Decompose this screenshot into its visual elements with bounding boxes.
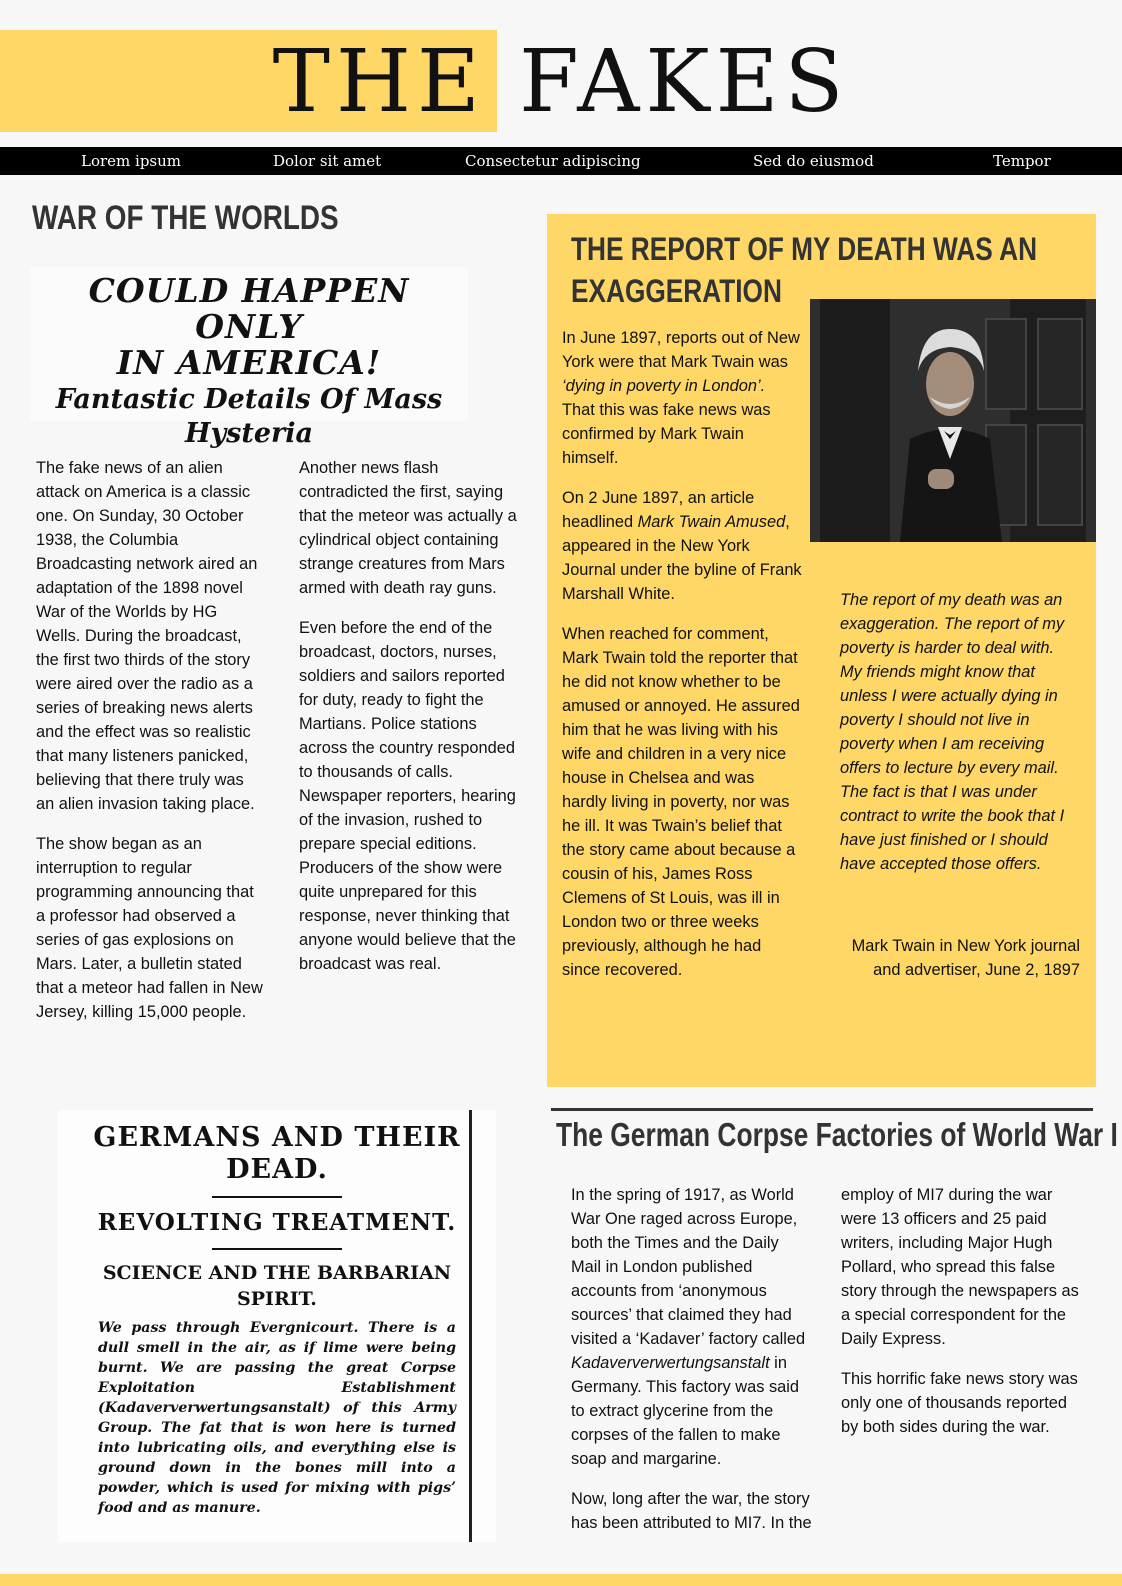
twain-p2-text-b: , appeared in the New York Journal under the byline of Frank Marshall White. <box>562 513 802 603</box>
nav-item-sed-do-eiusmod[interactable]: Sed do eiusmod <box>753 152 874 170</box>
german-clip-heading-1: GERMANS AND THEIR <box>93 1122 461 1153</box>
german-p1-text-a: In the spring of 1917, as World War One raged across Europe, both the Times and the Daily Mail in London published accounts from ‘anonymous sources’ that claimed they had visited a ‘Kadaver’ factory called <box>571 1186 806 1348</box>
twain-paragraph-3: When reached for comment, Mark Twain told the reporter that he did not know whether to be amused or annoyed. He assured him that he was living with his wife and children in a very nice house in Chelsea and was hardly living in poverty, nor was he ill. It was Twain’s belief that the story came about because a cousin of his, James Ross Clemens of St Louis, was ill in London two or three weeks previously, although he had since recovered. <box>562 625 800 979</box>
german-newspaper-clipping <box>58 1110 496 1542</box>
nav-item-dolor-sit-amet[interactable]: Dolor sit amet <box>273 152 382 170</box>
clip-divider <box>212 1196 342 1198</box>
clipping-line-4: Hysteria <box>184 418 314 449</box>
twain-portrait-image <box>810 299 1096 542</box>
german-paragraph-1 <box>571 1183 813 1471</box>
war-article-body <box>36 456 526 1046</box>
german-clip-heading-3: REVOLTING TREATMENT. <box>97 1209 457 1236</box>
german-clip-heading-5: SPIRIT. <box>237 1288 317 1310</box>
war-paragraph: Even before the end of the broadcast, doctors, nurses, soldiers and sailors reported for duty, ready to fight the Martians. Police stations across the country responded to thousands of calls. Newspaper reporters, hearing of the invasion, rushed to prepare special editions. Producers of the show were quite unprepared for this response, never thinking that anyone would believe that the broadcast was real. <box>299 619 516 973</box>
twain-p1-text-a: In June 1897, reports out of New York were that Mark Twain was <box>562 329 800 371</box>
german-paragraph-3: This horrific fake news story was only one of thousands reported by both sides during the war. <box>841 1370 1078 1436</box>
nav-item-consectetur-adipiscing[interactable]: Consectetur adipiscing <box>465 152 641 170</box>
twain-pull-quote: The report of my death was an exaggeration. The report of my poverty is harder to deal with. My friends might know that unless I were actually dying in poverty I should not live in poverty when I am receiving offers to lecture by every mail. The fact is that I was under contract to write the book that I have just finished or I should have accepted those offers. <box>840 591 1065 873</box>
german-clip-heading-4: SCIENCE AND THE BARBARIAN <box>102 1262 452 1284</box>
twain-headline-line-2: EXAGGERATION <box>571 273 782 309</box>
german-p1-text-b: in Germany. This factory was said to extract glycerine from the corpses of the fallen to make soap and margarine. <box>571 1354 800 1468</box>
nav-item-tempor[interactable]: Tempor <box>993 152 1051 170</box>
section-rule <box>551 1108 1093 1111</box>
twain-p2-emphasis: Mark Twain Amused <box>637 513 786 531</box>
clip-edge-line <box>469 1110 472 1542</box>
twain-headline-line-1: THE REPORT OF MY DEATH WAS AN <box>571 231 1038 267</box>
war-paragraph: Another news flash contradicted the first, saying that the meteor was actually a cylindrical object containing strange creatures from Mars armed with death ray guns. <box>299 459 517 597</box>
nav-item-lorem-ipsum[interactable]: Lorem ipsum <box>81 152 182 170</box>
masthead <box>0 30 1122 132</box>
war-paragraph: The show began as an interruption to regular programming announcing that a professor had observed a series of gas explosions on Mars. Later, a bulletin stated that a meteor had fallen in New Jersey, killing 15,000 people. <box>36 835 263 1021</box>
clip-divider <box>212 1248 342 1250</box>
clipping-line-2: IN AMERICA! <box>116 343 382 382</box>
war-headline: WAR OF THE WORLDS <box>32 199 339 237</box>
german-paragraph-2: Now, long after the war, the story has been attributed to MI7. In the employ of MI7 during the war were 13 officers and 25 paid writers, including Major Hugh Pollard, who spread this false story through the newspapers as a special correspondent for the Daily Express. <box>571 1186 1079 1532</box>
twain-p1-emphasis: ‘dying in poverty in London’. <box>562 377 766 395</box>
twain-paragraph-2 <box>562 486 802 606</box>
war-newspaper-clipping <box>30 267 468 449</box>
german-clip-body: We pass through Evergnicourt. There is a dull smell in the air, as if lime were being burnt. We are passing the great Corpse Exploitation Establishment (Kadaververwertungsanstalt) of this Army Group. The fat that is won here is turned into lubricating oils, and everything else is ground down in the bones mill into a powder, which is used for mixing with pigs’ food and as manure. <box>98 1320 456 1516</box>
nav-bar <box>0 147 1122 175</box>
german-headline: The German Corpse Factories of World War I <box>556 1116 1118 1153</box>
german-article-body <box>571 1183 1083 1543</box>
twain-paragraph-1 <box>562 326 802 470</box>
german-p1-emphasis: Kadaververwertungsanstalt <box>571 1354 770 1372</box>
german-clip-heading-2: DEAD. <box>226 1154 328 1185</box>
twain-p2-text-a: On 2 June 1897, an article headlined <box>562 489 755 531</box>
twain-p1-text-b: That this was fake news was confirmed by Mark Twain himself. <box>562 401 771 467</box>
clipping-line-1: COULD HAPPEN ONLY <box>88 271 410 346</box>
footer-accent-bar <box>0 1574 1122 1586</box>
twain-photo <box>810 299 1096 542</box>
war-paragraph: The fake news of an alien attack on America is a classic one. On Sunday, 30 October 1938, the Columbia Broadcasting network aired an adaptation of the 1898 novel War of the Worlds by HG Wells. During the broadcast, the first two thirds of the story were aired over the radio as a series of breaking news alerts and the effect was so realistic that many listeners panicked, believing that there truly was an alien invasion taking place. <box>36 459 258 813</box>
twain-quote-citation: Mark Twain in New York journal and advertiser, June 2, 1897 <box>851 937 1080 979</box>
masthead-title: THE FAKES <box>272 32 850 132</box>
twain-article-body <box>562 326 802 982</box>
clipping-line-3: Fantastic Details Of Mass <box>55 384 443 415</box>
